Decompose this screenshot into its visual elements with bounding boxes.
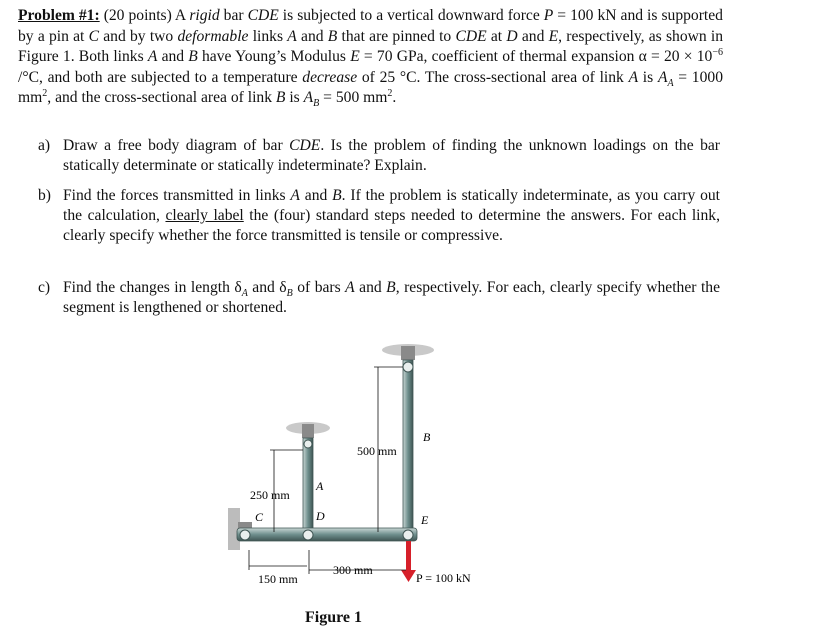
- pin-top-a-icon: [304, 440, 312, 448]
- dim-250: 250 mm: [250, 488, 290, 502]
- label-c: C: [255, 510, 264, 524]
- figure-diagram: [225, 330, 535, 620]
- part-b-label: b): [38, 187, 51, 204]
- dimension-lines: [249, 367, 406, 574]
- part-c-text: Find the changes in length $\delta_A$ and $\delta_B$ of bars A and B, respectively. For each, clearly specify whether the segment is lengthened or shortened.: [63, 279, 720, 317]
- pin-d-icon: [303, 530, 313, 540]
- part-a-text: Draw a free body diagram of bar CDE. Is the problem of finding the unknown loadings on the bar statically determinate or statically indeterminate? Explain.: [63, 137, 720, 175]
- label-b: B: [423, 430, 431, 444]
- problem-heading: Problem #1:: [18, 7, 100, 24]
- pin-top-b-icon: [403, 362, 413, 372]
- figure-caption: Figure 1: [305, 609, 363, 626]
- part-b: [38, 186, 720, 247]
- rigid-bar-cde: [237, 528, 417, 541]
- part-b-text: Find the forces transmitted in links A and B. If the problem is statically indeterminate, as you carry out the calculation, clearly label the (four) standard steps needed to determine the answers. For each link, clearly specify whether the force transmitted is tensile or compressive.: [63, 187, 721, 245]
- ground-support-a: [286, 422, 330, 438]
- label-a: A: [316, 479, 324, 493]
- label-d: D: [316, 509, 325, 523]
- load-label: P = 100 kN: [416, 571, 471, 585]
- link-b: [403, 360, 413, 538]
- label-e: E: [421, 513, 429, 527]
- problem-statement: [18, 6, 723, 109]
- part-c: [38, 278, 720, 318]
- force-arrow-icon: [401, 541, 416, 582]
- figure-1: [225, 330, 535, 620]
- pin-c-icon: [240, 530, 250, 540]
- dim-150: 150 mm: [258, 572, 298, 586]
- ground-support-b: [382, 344, 434, 360]
- problem-paragraph: Problem #1: (20 points) A rigid bar CDE is subjected to a vertical downward force P = 100 kN and is supported by a pin at C and by two deformable links A and B that are pinned to CDE at D and E, respectively, as shown in Figure 1. Both links A and B have Young’s Modulus E = 70 GPa, coefficient of thermal expansion $\alpha = 20 \times 10^{-6}$ /°C, and both are subjected to a temperature decrease of 25 °C. The cross-sectional area of link A is $A_A = 1000$ $mm^2$, and the cross-sectional area of link B is $A_B = 500$ $mm^2$.: [18, 7, 724, 110]
- dim-300: 300 mm: [333, 563, 373, 577]
- link-a: [303, 438, 313, 538]
- dim-500: 500 mm: [357, 444, 397, 458]
- pin-e-icon: [403, 530, 413, 540]
- part-a-label: a): [38, 137, 51, 154]
- part-c-label: c): [38, 279, 51, 296]
- part-a: [38, 136, 720, 176]
